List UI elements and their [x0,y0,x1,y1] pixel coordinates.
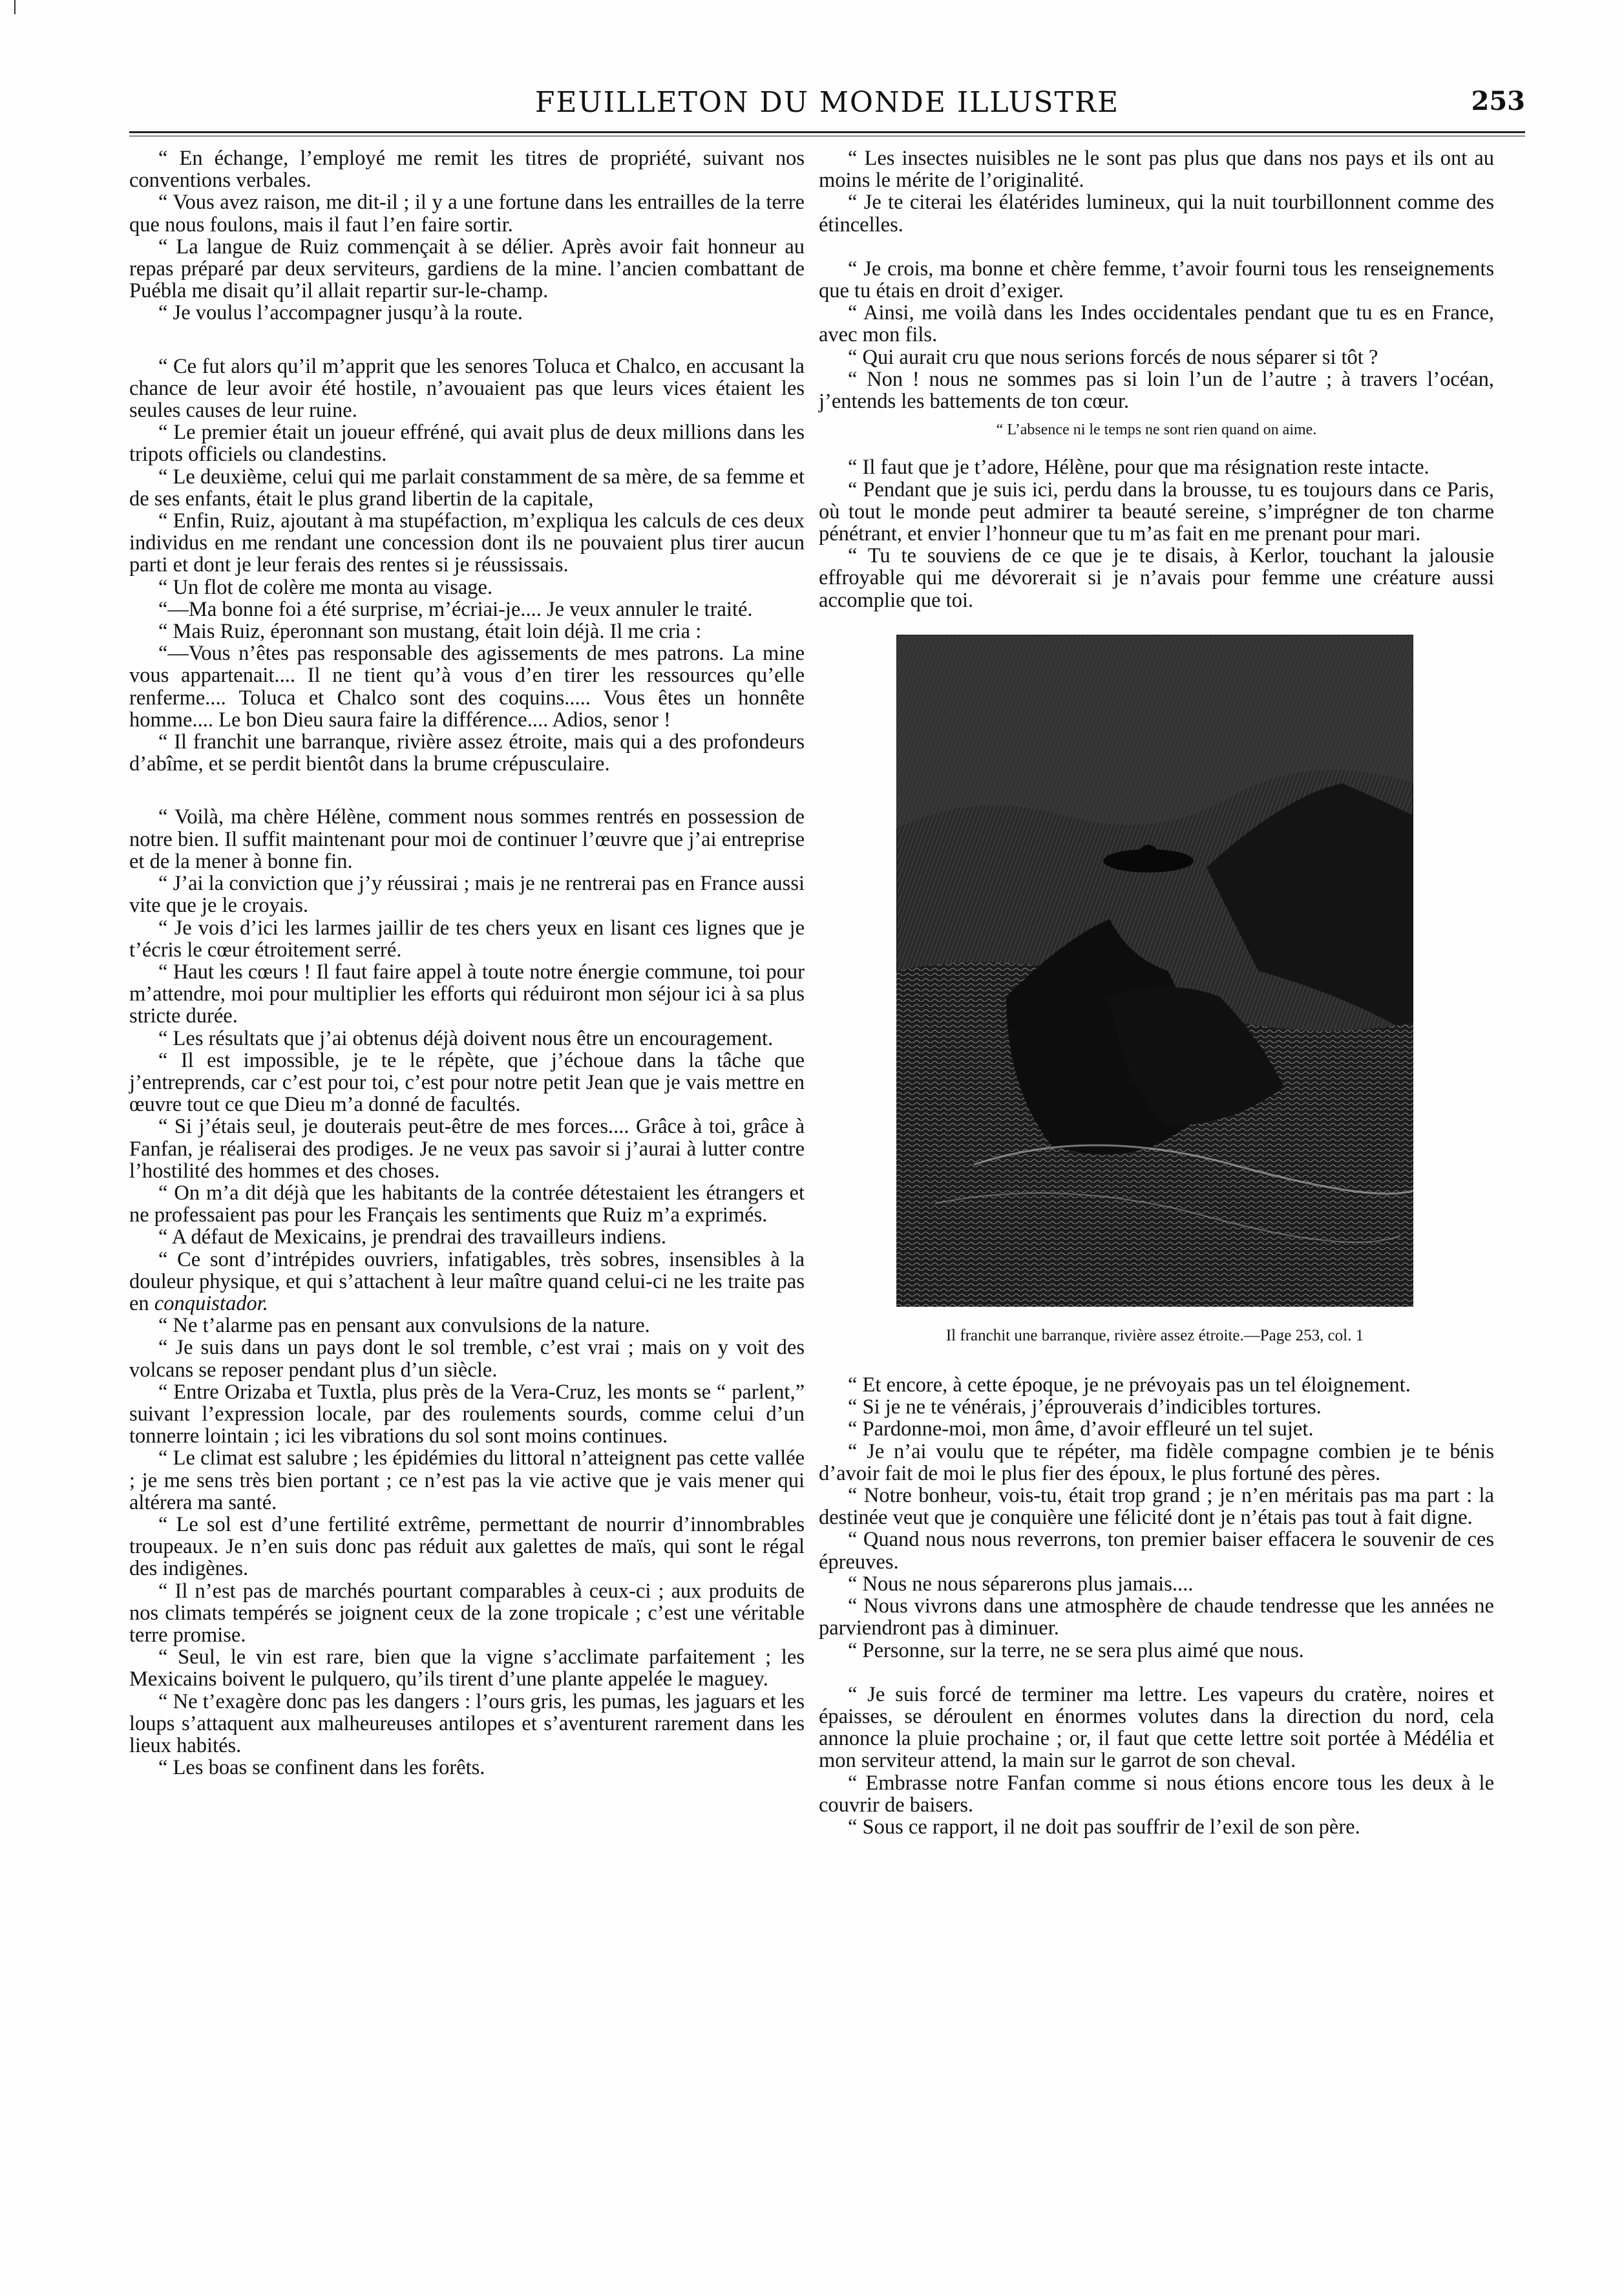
left-column [129,147,805,1779]
page-number: 253 [1471,86,1525,116]
running-title: FEUILLETON DU MONDE ILLUSTRE [534,86,1120,119]
page-edge-mark [14,0,16,14]
paragraph: “ Les résultats que j’ai obtenus déjà doivent nous être un encouragement. [158,1026,774,1050]
paragraph: “ Seul, le vin est rare, bien que la vigne s’acclimate parfaitement ; les Mexicains boivent le pulquero, qu’ils tirent d’une plante appelée le maguey. [129,1645,805,1691]
paragraph: “ Enfin, Ruiz, ajoutant à ma stupéfaction, m’expliqua les calculs de ces deux individus en me rendant une concession dont ils ne pouvaient plus tirer aucun parti et dont je leur ferais des rentes si je réussissais. [129,509,805,577]
paragraph: “ En échange, l’employé me remit les titres de propriété, suivant nos conventions verbales. [129,147,805,193]
paragraph: “ Sous ce rapport, il ne doit pas souffrir de l’exil de son père. [848,1815,1360,1839]
paragraph: “ Ne t’alarme pas en pensant aux convulsions de la nature. [158,1314,650,1338]
paragraph: “ On m’a dit déjà que les habitants de la contrée détestaient les étrangers et ne professaient pas pour les Français les sentiments que Ruiz m’a exprimés. [129,1181,805,1227]
paragraph: “ Qui aurait cru que nous serions forcés de nous séparer si tôt ? [848,345,1378,369]
paragraph: “ Je voulus l’accompagner jusqu’à la route. [158,301,523,325]
section-gap [129,775,805,806]
paragraph: “ Nous ne nous séparerons plus jamais.... [848,1572,1194,1596]
paragraph: “ Je suis dans un pays dont le sol tremble, c’est vrai ; mais on y voit des volcans se reposer pendant plus d’un siècle. [129,1336,805,1382]
paragraph: “ Notre bonheur, vois-tu, était trop grand ; je n’en méritais pas ma part : la destinée veut que je conquière une félicité dont je n’étais pas tout à fait digne. [819,1484,1494,1530]
paragraph: “ Quand nous nous reverrons, ton premier baiser effacera le souvenir de ces épreuves. [819,1528,1494,1574]
paragraph: “ Le deuxième, celui qui me parlait constamment de sa mère, de sa femme et de ses enfants, était le plus grand libertin de la capitale, [129,465,805,511]
paragraph: “ Embrasse notre Fanfan comme si nous étions encore tous les deux à le couvrir de baisers. [819,1771,1494,1817]
italic-word: conquistador. [154,1291,268,1315]
paragraph: “ Pendant que je suis ici, perdu dans la brousse, tu es toujours dans ce Paris, où tout le monde peut admirer ta beauté sereine, s’imprégner de ton charme pénétrant, et envier l’honneur que tu m’as fait en me prenant pour mari. [819,478,1494,546]
paragraph: “ Voilà, ma chère Hélène, comment nous sommes rentrés en possession de notre bien. Il suffit maintenant pour moi de continuer l’œuvre que j’ai entreprise et de la mener à bonne fin. [129,805,805,873]
paragraph: “ Le premier était un joueur effréné, qui avait plus de deux millions dans les tripots officiels ou clandestins. [129,421,805,467]
paragraph: “ Les insectes nuisibles ne le sont pas plus que dans nos pays et ils ont au moins le mérite de l’originalité. [819,147,1494,193]
engraving-illustration [896,635,1413,1307]
section-gap [819,1662,1494,1684]
paragraph: “ Ne t’exagère donc pas les dangers : l’ours gris, les pumas, les jaguars et les loups s’attaquent aux malheureuses antilopes et s’aventurent rarement dans les lieux habités. [129,1689,805,1758]
paragraph: “ Il faut que je t’adore, Hélène, pour que ma résignation reste intacte. [848,456,1429,480]
paragraph: “ Le climat est salubre ; les épidémies du littoral n’atteignent pas cette vallée ; je me sens très bien portant ; ce n’est pas la vie active que je vais mener qui altérera ma santé. [129,1446,805,1514]
paragraph: “ Les boas se confinent dans les forêts. [158,1756,485,1780]
paragraph: “—Ma bonne foi a été surprise, m’écriai-je.... Je veux annuler le traité. [158,597,753,621]
paragraph: “ Entre Orizaba et Tuxtla, plus près de la Vera-Cruz, les monts se “ parlent,” suivant l’expression locale, par des roulements sourds, comme celui d’un tonnerre lointain ; ici les vibrations du sol sont moins continues. [129,1380,805,1448]
paragraph: “ Personne, sur la terre, ne se sera plus aimé que nous. [848,1638,1304,1662]
illustration-figure [896,635,1413,1347]
paragraph: “—Vous n’êtes pas responsable des agissements de mes patrons. La mine vous appartenait.... Il ne tient qu’à vous d’en tirer les ressources qu’elle renferme.... Toluca et Chalco sont des coquins..... Vous êtes un honnête homme.... Le bon Dieu saura faire la différence.... Adios, senor ! [129,642,805,732]
paragraph: “ Je n’ai voulu que te répéter, ma fidèle compagne combien je te bénis d’avoir fait de moi le plus fier des époux, le plus fortuné des pères. [819,1439,1494,1485]
paragraph: “ Vous avez raison, me dit-il ; il y a une fortune dans les entrailles de la terre que nous foulons, mais il faut l’en faire sortir. [129,191,805,237]
paragraph: “ Il franchit une barranque, rivière assez étroite, mais qui a des profondeurs d’abîme, et se perdit bientôt dans la brume crépusculaire. [129,730,805,776]
paragraph: “ Pardonne-moi, mon âme, d’avoir effleuré un tel sujet. [848,1417,1314,1441]
paragraph: “ Ainsi, me voilà dans les Indes occidentales pendant que tu es en France, avec mon fils. [819,301,1494,347]
paragraph [129,1249,805,1315]
paragraph: “ La langue de Ruiz commençait à se délier. Après avoir fait honneur au repas préparé par deux serviteurs, gardiens de la mine. l’ancien combattant de Puébla me disait qu’il allait repartir sur-le-champ. [129,235,805,303]
section-gap [819,236,1494,258]
header-rule [129,131,1525,133]
paragraph: “ A défaut de Mexicains, je prendrai des travailleurs indiens. [158,1225,667,1249]
centered-quote: “ L’absence ni le temps ne sont rien quand on aime. [996,421,1317,439]
paragraph: “ Un flot de colère me monta au visage. [158,575,493,599]
paragraph: “ Je suis forcé de terminer ma lettre. Les vapeurs du cratère, noires et épaisses, se déroulent en énormes volutes dans la direction du nord, cela annonce la pluie prochaine ; or, il faut que cette lettre soit portée à Médélia et mon serviteur attend, la main sur le garrot de son cheval. [819,1682,1494,1773]
right-column [819,147,1494,1838]
paragraph: “ Ce fut alors qu’il m’apprit que les senores Toluca et Chalco, en accusant la chance de leur avoir été hostile, n’avouaient pas que leurs vices étaient les seules causes de leur ruine. [129,354,805,423]
paragraph: “ Nous vivrons dans une atmosphère de chaude tendresse que les années ne parviendront pas à diminuer. [819,1594,1494,1640]
paragraph: “ Il est impossible, je te le répète, que j’échoue dans la tâche que j’entreprends, car c’est pour toi, c’est pour notre petit Jean que je vais mettre en œuvre tout ce que Dieu m’a donné de facultés. [129,1048,805,1117]
page-header [129,86,1525,125]
paragraph: “ J’ai la conviction que j’y réussirai ; mais je ne rentrerai pas en France aussi vite que je le croyais. [129,872,805,918]
paragraph: “ Le sol est d’une fertilité extrême, permettant de nourrir d’innombrables troupeaux. Je n’en suis donc pas réduit aux galettes de maïs, qui sont le régal des indigènes. [129,1512,805,1581]
paragraph: “ Haut les cœurs ! Il faut faire appel à toute notre énergie commune, toi pour m’attendre, moi pour multiplier les efforts qui réduiront mon séjour ici à sa plus stricte durée. [129,960,805,1028]
paragraph: “ Si j’étais seul, je douterais peut-être de mes forces.... Grâce à toi, grâce à Fanfan, je réaliserai des prodiges. Je ne veux pas savoir si j’aurai à lutter contre l’hostilité des hommes et des choses. [129,1115,805,1183]
paragraph: “ Non ! nous ne sommes pas si loin l’un de l’autre ; à travers l’océan, j’entends les battements de ton cœur. [819,367,1494,414]
paragraph: “ Je vois d’ici les larmes jaillir de tes chers yeux en lisant ces lignes que je t’écris le cœur étroitement serré. [129,916,805,962]
paragraph: “ Si je ne te vénérais, j’éprouverais d’indicibles tortures. [848,1395,1322,1419]
paragraph: “ Tu te souviens de ce que je te disais, à Kerlor, touchant la jalousie effroyable qui me dévorerait si je n’avais pour femme une créature aussi accomplie que toi. [819,544,1494,612]
paragraph: “ Je crois, ma bonne et chère femme, t’avoir fourni tous les renseignements que tu étais en droit d’exiger. [819,257,1494,303]
paragraph: “ Et encore, à cette époque, je ne prévoyais pas un tel éloignement. [848,1373,1411,1397]
paragraph: “ Il n’est pas de marchés pourtant comparables à ceux-ci ; aux produits de nos climats tempérés se joignent ceux de la zone tropicale ; c’est une véritable terre promise. [129,1579,805,1647]
section-gap [129,324,805,355]
paragraph-text: “ Ce sont d’intrépides ouvriers, infatigables, très sobres, insensibles à la douleur physique, et qui s’attachent à leur maître quand celui-ci ne les traite pas en [129,1247,805,1315]
paragraph: “ Je te citerai les élatérides lumineux, qui la nuit tourbillonnent comme des étincelles. [819,191,1494,237]
paragraph: “ Mais Ruiz, éperonnant son mustang, était loin déjà. Il me cria : [158,620,702,644]
figure-caption: Il franchit une barranque, rivière assez étroite.—Page 253, col. 1 [945,1326,1364,1344]
